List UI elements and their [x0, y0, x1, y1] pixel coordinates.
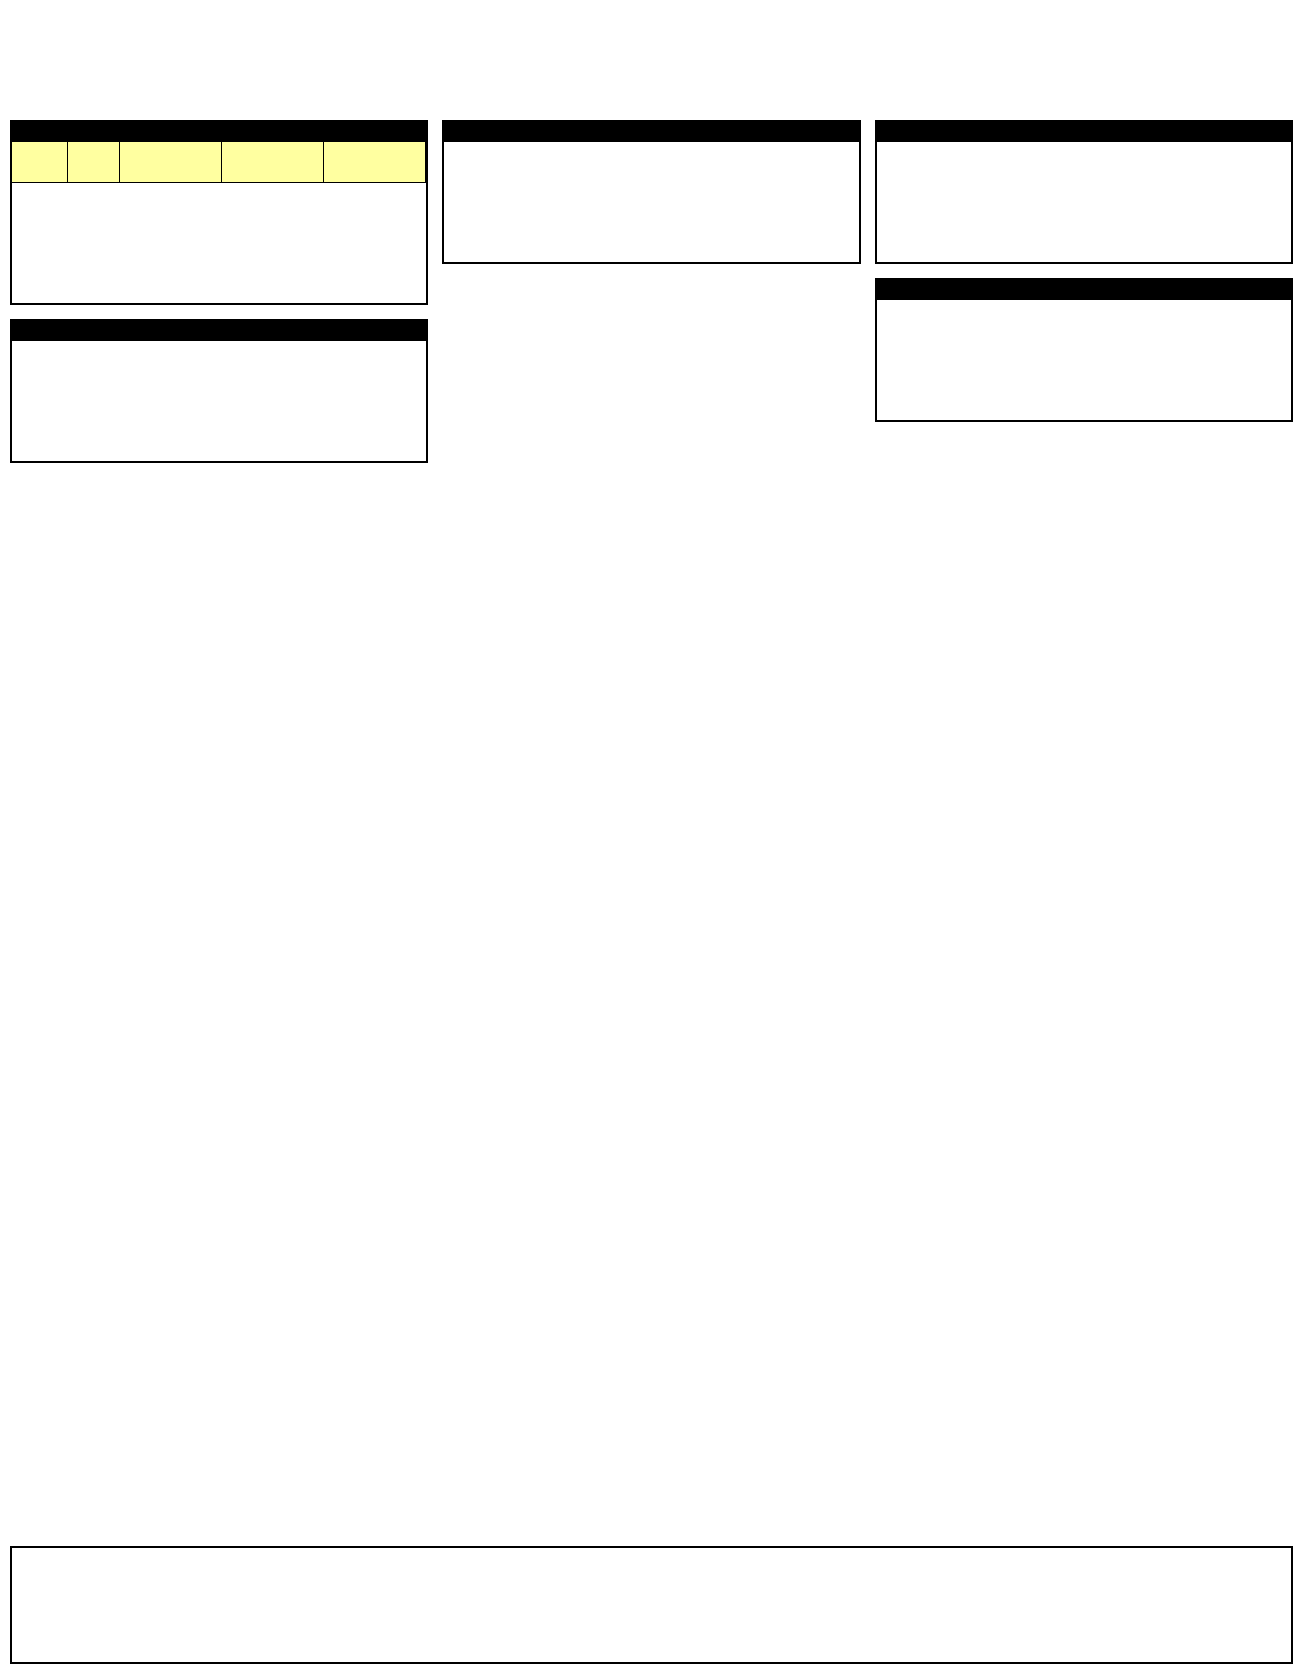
- table-body: [12, 341, 426, 461]
- table-body: [877, 142, 1291, 262]
- right-column: [875, 120, 1293, 1532]
- table-body: [12, 183, 426, 303]
- schedule-columns: [10, 120, 1293, 1532]
- section-title: [877, 280, 1291, 300]
- table-body: [877, 300, 1291, 420]
- classroom-live-header: [120, 142, 222, 182]
- middle-column: [442, 120, 860, 1532]
- sessions-header: [68, 142, 120, 182]
- table-body: [444, 142, 858, 262]
- schedule-panel: [10, 319, 428, 463]
- document-header: [10, 8, 1293, 120]
- section-title: [12, 122, 426, 142]
- lecture-time-notes: [10, 1546, 1293, 1664]
- schedule-panel: [10, 120, 428, 305]
- section-title: [12, 321, 426, 341]
- section-title: [444, 122, 858, 142]
- schedule-panel: [442, 120, 860, 264]
- left-column: [10, 120, 428, 1532]
- section-title: [877, 122, 1291, 142]
- subject-header: [12, 142, 68, 182]
- implementation-date-header: [222, 142, 324, 182]
- schedule-panel: [875, 120, 1293, 264]
- web-delivery-header: [324, 142, 426, 182]
- table-header: [12, 142, 426, 183]
- schedule-panel: [875, 278, 1293, 422]
